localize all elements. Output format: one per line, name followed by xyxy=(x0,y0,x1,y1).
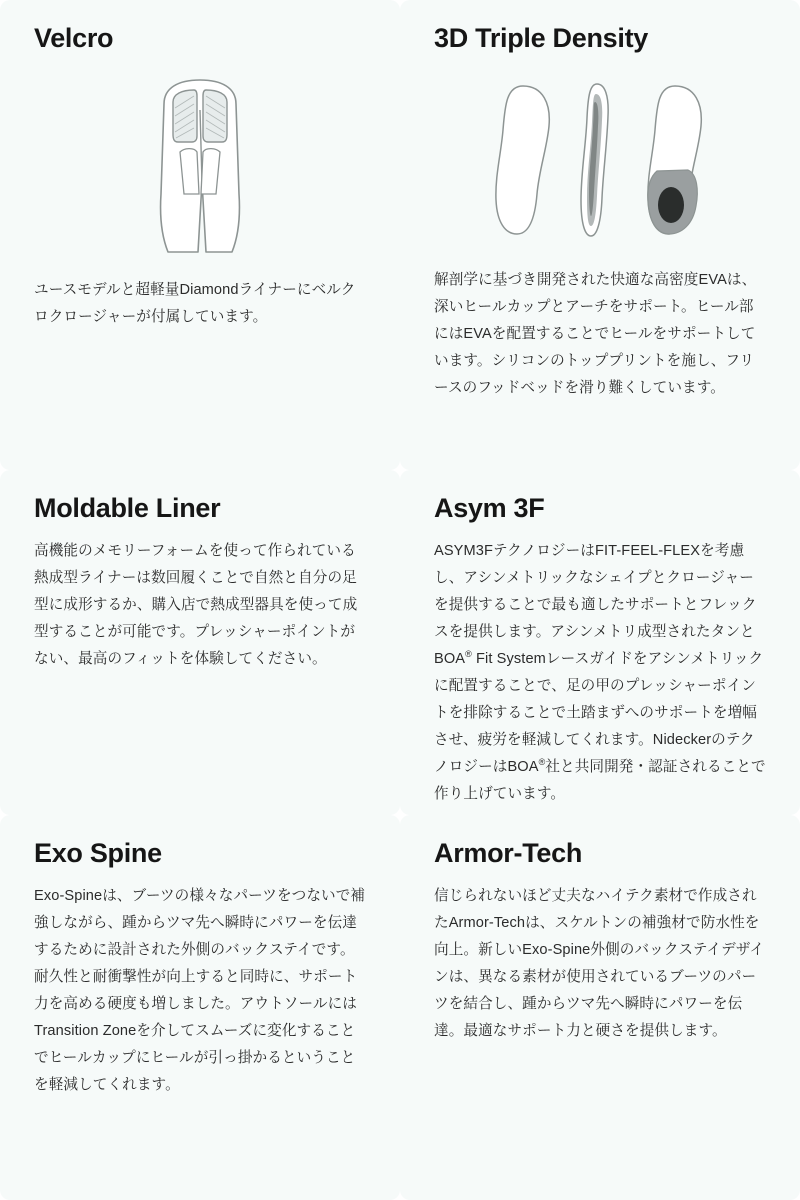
feature-body-3d-triple-density: 解剖学に基づき開発された快適な高密度EVAは、深いヒールカップとアーチをサポート。ヒール部にはEVAを配置することでヒールをサポートしています。シリコンのトッププリントを施し、フリースのフッドベッドを滑り難くしています。 xyxy=(434,272,757,397)
feature-card-velcro xyxy=(0,0,400,470)
feature-body-exo-spine: Exo-Spineは、ブーツの様々なパーツをつないで補強しながら、踵からツマ先へ瞬時にパワーを伝達するために設計された外側のバックステイです。耐久性と耐衝撃性が向上すると同時に、サポート力を高める硬度も増しました。アウトソールにはTransition Zoneを介してスムーズに変化することでヒールカップにヒールが引っ掛かるということを軽減してくれます。 xyxy=(34,888,366,1094)
feature-body-velcro: ユースモデルと超軽量Diamondライナーにベルクロクロージャーが付属しています。 xyxy=(34,282,356,326)
feature-card-3d-triple-density xyxy=(400,0,800,470)
feature-body-asym-3f xyxy=(434,538,766,808)
asym-body-part-3: 社と共同開発・認証されることで作り上げています。 xyxy=(434,759,766,803)
boot-liner-velcro-icon xyxy=(34,74,366,259)
registered-mark-2: ® xyxy=(538,757,546,768)
feature-title-exo-spine: Exo Spine xyxy=(34,838,162,868)
feature-body-moldable-liner: 高機能のメモリーフォームを使って作られている熱成型ライナーは数回履くことで自然と自分の足型に成形するか、購入店で熱成型器具を使って成型することが可能です。プレッシャーポイントがない、最高のフィットを体験してください。 xyxy=(34,543,358,668)
feature-title-asym-3f: Asym 3F xyxy=(434,493,545,523)
feature-card-armor-tech xyxy=(400,815,800,1200)
feature-title-armor-tech: Armor-Tech xyxy=(434,838,583,868)
feature-title-moldable-liner: Moldable Liner xyxy=(34,493,221,523)
feature-card-moldable-liner xyxy=(0,470,400,815)
feature-card-exo-spine xyxy=(0,815,400,1200)
feature-title-3d-triple-density: 3D Triple Density xyxy=(434,23,648,53)
feature-title-velcro: Velcro xyxy=(34,23,114,53)
insole-triple-density-icon xyxy=(434,74,766,249)
asym-body-part-1: ASYM3FテクノロジーはFIT-FEEL-FLEXを考慮し、アシンメトリックなシェイプとクロージャーを提供することで最も適したサポートとフレックスを提供します。アシンメトリ成型されたタンとBOA xyxy=(434,543,757,668)
feature-body-armor-tech: 信じられないほど丈夫なハイテク素材で作成されたArmor-Techは、スケルトンの補強材で防水性を向上。新しいExo-Spine外側のバックステイデザインは、異なる素材が使用されているブーツのパーツを結合し、踵からツマ先へ瞬時にパワーを伝達。最適なサポート力と硬さを提供します。 xyxy=(434,888,765,1040)
feature-card-asym-3f xyxy=(400,470,800,815)
registered-mark-1: ® xyxy=(465,649,472,660)
asym-body-part-2: Fit Systemレースガイドをアシンメトリックに配置することで、足の甲のプレッシャーポイントを排除することで土踏まずへのサポートを増幅させ、疲労を軽減してくれます。NideckerのテクノロジーはBOA xyxy=(434,651,764,776)
